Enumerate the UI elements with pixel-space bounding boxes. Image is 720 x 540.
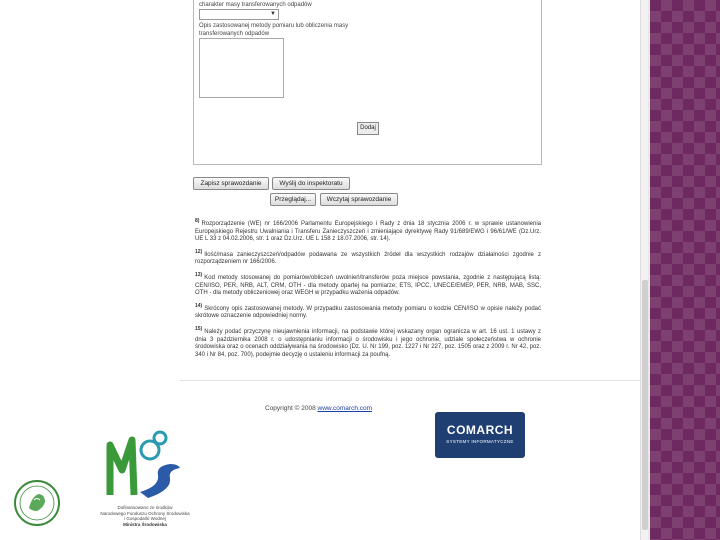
- page-scrollbar[interactable]: [640, 0, 648, 540]
- footer-divider: [180, 380, 640, 381]
- decorative-side-strip: [650, 0, 720, 540]
- form-panel: [193, 0, 542, 165]
- method-description-label: Opis zastosowanej metody pomiaru lub obliczenia masy transferowanych odpadów: [199, 23, 349, 37]
- chevron-down-icon: ▼: [270, 11, 276, 17]
- footnote: $^{8)}$ Rozporządzenie (WE) nr 166/2006 Parlamentu Europejskiego i Rady z dnia 18 stycznia 2006 r. w sprawie ustanowienia Europejskiego Rejestru Uwalniania i Transferu Zanieczyszczeń i zmieniające dyrektywę Rady 91/689/EWG i 96/61/WE (Dz.Urz. UE L 33 z 04.02.2006, str. 1 oraz Dz.Urz. UE L 158 z 18.07.2006, str. 14).: [195, 218, 541, 243]
- add-button[interactable]: Dodaj: [357, 122, 379, 135]
- footnote: $^{14)}$ Skrócony opis zastosowanej metody. W przypadku zastosowania metody pomiaru o kodzie CEN/ISO w opisie należy podać skrótowe oznaczenie odpowiedniej normy.: [195, 302, 541, 320]
- load-report-button[interactable]: Wczytaj sprawozdanie: [320, 193, 398, 206]
- footnotes: [195, 218, 541, 364]
- send-to-inspectorate-button[interactable]: Wyślij do inspektoratu: [272, 177, 350, 190]
- footnote: $^{15)}$ Należy podać przyczynę nieujawnienia informacji, na podstawie której wskazany organ ogranicza w art. 16 ust. 1 ustawy z dnia 3 października 2008 r. o udostępnianiu informacji o środowisku i jego ochronie, udziale społeczeństwa w ochronie środowiska oraz o ocenach oddziaływania na środowisko (Dz. U. Nr 199, poz. 1227 i Nr 227, poz. 1505 oraz z 2009 r. Nr 42, poz. 340 i Nr 84, poz. 700), podejmie decyzję o ustaleniu informacji za poufną.: [195, 325, 541, 358]
- method-description-input[interactable]: [199, 38, 284, 98]
- save-report-button[interactable]: Zapisz sprawozdanie: [193, 177, 269, 190]
- mos-logo-icon: [100, 420, 185, 505]
- footnote: $^{13)}$ Kod metody stosowanej do pomiarów/obliczeń uwolnień/transferów poza miejsce powstania, zgodnie z następującą listą: CEN/ISO, PER, NRB, ALT, CRM, OTH - dla metody opartej na pomiarze; ETS, IPCC, UNECE/EMEP, PER, NRB, MAB, SSC, OTH - dla metody obliczeniowej oraz WEGH w przypadku ważenia odpadów.: [195, 271, 541, 297]
- comarch-logo: COMARCH SYSTEMY INFORMATYCZNE: [435, 412, 525, 458]
- comarch-link[interactable]: www.comarch.com: [317, 405, 373, 412]
- waste-mass-character-select[interactable]: [199, 9, 279, 20]
- waste-mass-character-label: charakter masy transferowanych odpadów: [199, 2, 312, 8]
- ministry-emblem-icon: [12, 478, 62, 528]
- mos-caption: Dofinansowano ze środków Narodowego Funduszu Ochrony Środowiska i Gospodarki Wodnej Ministra Środowiska: [100, 505, 190, 527]
- footnote: $^{12)}$ Ilość/masa zanieczyszczeń/odpadów podawana ze wszystkich źródeł dla wszystkich rodzajów działalności zgodnie z rozporządzeniem nr 166/2006.: [195, 248, 541, 266]
- browse-button[interactable]: Przeglądaj...: [270, 193, 316, 206]
- scrollbar-thumb[interactable]: [642, 280, 648, 530]
- copyright: Copyright © 2008 www.comarch.com: [265, 405, 373, 412]
